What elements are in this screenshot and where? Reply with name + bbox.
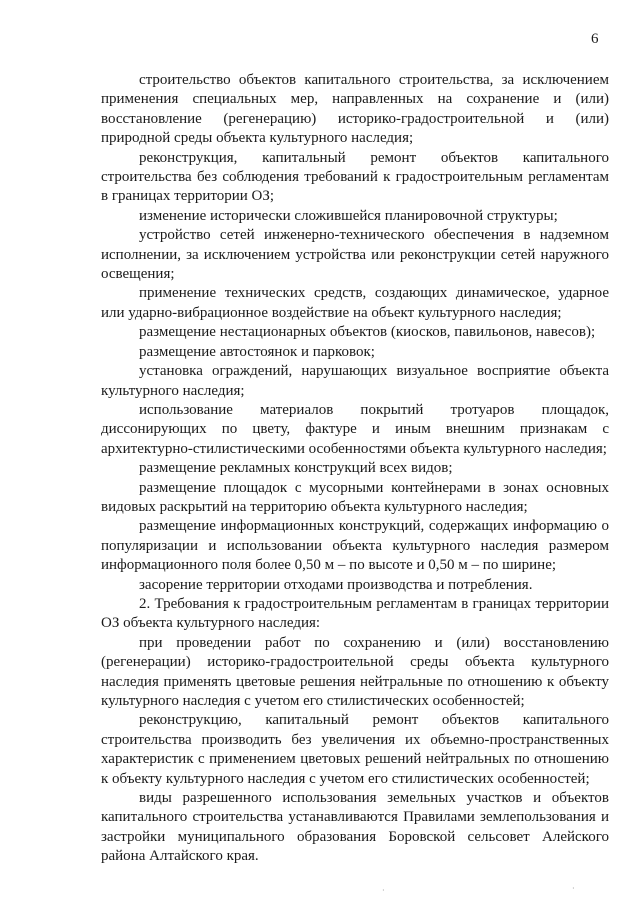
paragraph: применение технических средств, создающих динамическое, ударное или ударно-вибрационное воздействие на объект культурного наследия; — [101, 285, 609, 321]
paragraph: размещение нестационарных объектов (киосков, павильонов, навесов); — [139, 324, 596, 341]
paragraph: реконструкция, капитальный ремонт объектов капитального строительства без соблюдения требований к градостроительным регламентам в границах территории ОЗ; — [101, 149, 609, 205]
paragraph: устройство сетей инженерно-технического обеспечения в надземном исполнении, за исключением устройства или реконструкции сетей наружного освещения; — [101, 227, 609, 283]
paragraph: 2. Требования к градостроительным регламентам в границах территории ОЗ объекта культурного наследия: — [101, 595, 609, 632]
paragraph: засорение территории отходами производства и потребления. — [139, 576, 533, 593]
paragraph: виды разрешенного использования земельных участков и объектов капитального строительства устанавливаются Правилами землепользования и застройки муниципального образования Боровской сельсовет Алейского района Алтайского края. — [101, 790, 609, 865]
scan-speck: · — [572, 884, 575, 893]
paragraph: использование материалов покрытий тротуаров площадок, диссонирующих по цвету, фактуре и иным внешним признакам с архитектурно-стилистическими особенностями объекта культурного наследия; — [101, 401, 609, 457]
paragraph: установка ограждений, нарушающих визуальное восприятие объекта культурного наследия; — [101, 363, 609, 399]
paragraph: размещение рекламных конструкций всех видов; — [139, 460, 453, 477]
paragraph: размещение площадок с мусорными контейнерами в зонах основных видовых раскрытий на территорию объекта культурного наследия; — [101, 479, 609, 515]
paragraph: изменение исторически сложившейся планировочной структуры; — [139, 207, 558, 224]
paragraph: размещение автостоянок и парковок; — [139, 343, 375, 360]
document-body — [101, 71, 609, 867]
paragraph: при проведении работ по сохранению и (или) восстановлению (регенерации) историко-градостроительной среды объекта культурного наследия применять цветовые решения нейтральные по отношению к объекту культурного наследия с учетом его стилистических особенностей; — [101, 634, 609, 709]
paragraph: размещение информационных конструкций, содержащих информацию о популяризации и использовании объекта культурного наследия размером информационного поля более 0,50 м – по высоте и 0,50 м – по ширине; — [101, 518, 609, 574]
paragraph: реконструкцию, капитальный ремонт объектов капитального строительства производить без увеличения их объемно-пространственных характеристик с применением цветовых решений нейтральных по отношению к объекту культурного наследия с учетом его стилистических особенностей; — [101, 712, 609, 787]
page-number: 6 — [591, 31, 599, 47]
paragraph: строительство объектов капитального строительства, за исключением применения специальных мер, направленных на сохранение и (или) восстановление (регенерацию) историко-градостроительной и (или) природной среды объекта культурного наследия; — [101, 72, 609, 147]
scan-speck: · — [382, 886, 385, 895]
